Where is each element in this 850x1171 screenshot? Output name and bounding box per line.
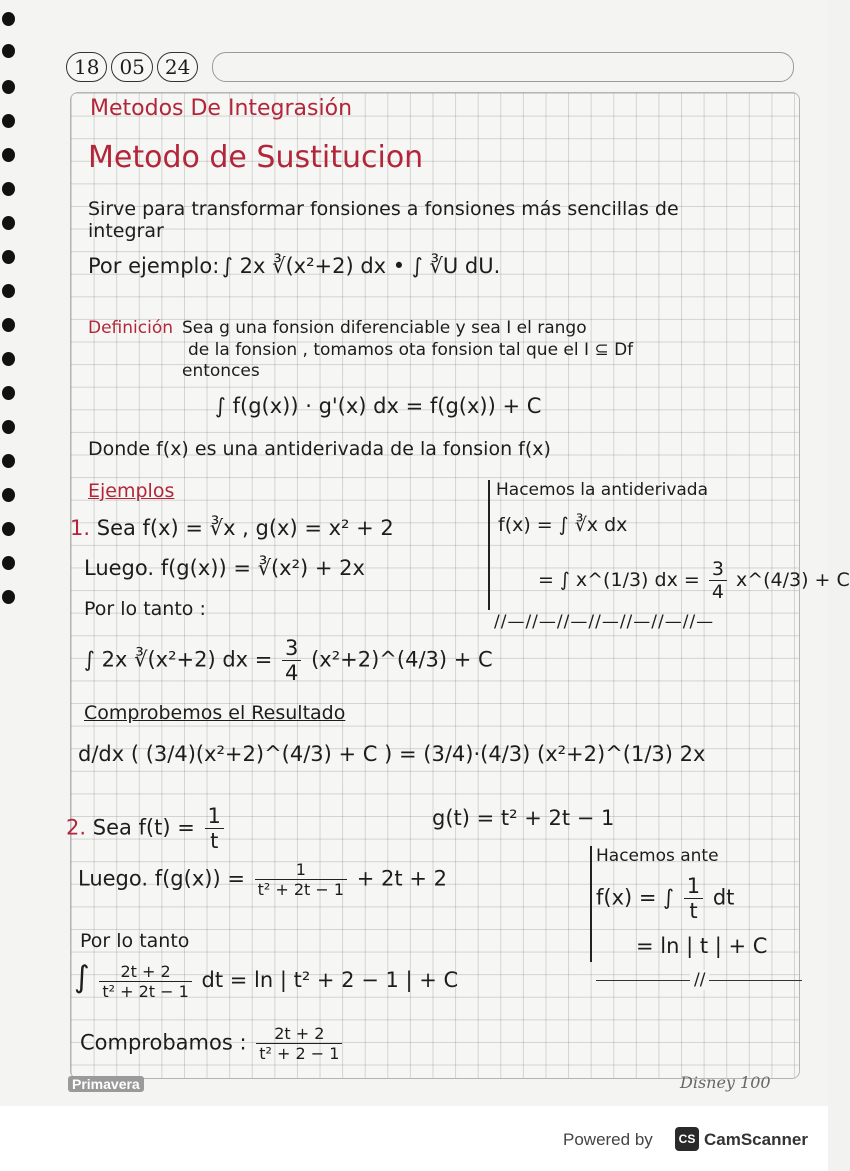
binding-hole	[2, 44, 15, 58]
example-1-check-rhs: (3/4)·(4/3) (x²+2)^(1/3) 2x	[423, 742, 706, 766]
definition-note: Donde f(x) es una antiderivada de la fonsion f(x)	[88, 438, 551, 460]
date-month: 05	[111, 52, 152, 82]
fraction-numerator: 2t + 2	[99, 962, 191, 982]
spiral-binding	[2, 0, 20, 1000]
example-label: Por ejemplo:	[88, 254, 220, 278]
examples-label: Ejemplos	[88, 480, 175, 502]
powered-by-text: Powered by	[563, 1130, 653, 1149]
binding-hole	[2, 284, 15, 298]
example-2-luego-fraction	[255, 860, 347, 899]
definition-line-2: de la fonsion , tomamos ota fonsion tal que el I ⊆ Df	[188, 340, 634, 360]
camscanner-name: CamScanner	[704, 1130, 808, 1149]
ex1-side-divider: //—//—//—//—//—//—//—	[494, 612, 715, 632]
ex2-side-line-2: = ln | t | + C	[636, 934, 768, 958]
example-math: ∫ 2x ∛(x²+2) dx • ∫ ∛U dU.	[222, 254, 501, 278]
fraction-numerator: 3	[709, 558, 727, 581]
binding-hole	[2, 216, 15, 230]
example-2-luego: Luego. f(g(x)) =	[78, 866, 245, 891]
date-year: 24	[157, 52, 198, 82]
binding-hole	[2, 488, 15, 502]
example-2-integral-rhs: dt = ln | t² + 2 − 1 | + C	[201, 968, 459, 992]
fraction-numerator: 1	[205, 804, 224, 829]
binding-hole	[2, 454, 15, 468]
binding-hole	[2, 114, 15, 128]
example-2-check-label: Comprobamos :	[80, 1030, 247, 1055]
ex1-side-line-1: f(x) = ∫ ∛x dx	[498, 514, 628, 536]
example-1-result-fraction	[282, 636, 301, 685]
side-work-divider	[590, 846, 592, 962]
ex2-side-line-1-end: dt	[712, 885, 735, 910]
example-2-g: g(t) = t² + 2t − 1	[432, 806, 615, 830]
ex1-side-line-2: = ∫ x^(1/3) dx =	[538, 569, 706, 591]
fraction-denominator: t² + 2t − 1	[102, 981, 189, 1001]
example-1-result-rhs: (x²+2)^(4/3) + C	[311, 647, 493, 672]
ex2-side-line-1: f(x) = ∫	[596, 885, 675, 910]
page-heading: Metodos De Integrasión	[90, 96, 353, 121]
definition-line-3: entonces	[182, 361, 260, 381]
ex2-side-divider: //	[690, 970, 709, 990]
binding-hole	[2, 250, 15, 264]
fraction-denominator: t	[210, 829, 219, 853]
integral-sign: ∫	[74, 960, 90, 995]
notebook-brand-logo: Primavera	[68, 1076, 144, 1092]
definition-line-1: Sea g una fonsion diferenciable y sea I el rango	[182, 318, 587, 338]
example-2-integral-fraction	[99, 962, 191, 1001]
fraction-denominator: 4	[285, 661, 299, 685]
ex1-side-fraction	[709, 558, 727, 603]
disney-100-logo: Disney 100	[680, 1073, 771, 1092]
binding-hole	[2, 420, 15, 434]
example-2-check-fraction	[256, 1024, 342, 1063]
example-2-sea-fraction	[205, 804, 224, 853]
example-1-luego: Luego. f(g(x)) = ∛(x²) + 2x	[84, 556, 365, 580]
example-1-sea: Sea f(x) = ∛x , g(x) = x² + 2	[96, 516, 394, 540]
binding-hole	[2, 590, 15, 604]
intro-line-2: integrar	[88, 220, 164, 242]
side-work-divider	[488, 480, 490, 610]
substitution-formula: ∫ f(g(x)) · g'(x) dx = f(g(x)) + C	[215, 394, 542, 418]
definition-label: Definición	[88, 318, 173, 338]
example-2-por-lo-tanto: Por lo tanto	[80, 930, 190, 952]
example-2-luego-tail: + 2t + 2	[356, 866, 447, 891]
fraction-numerator: 1	[684, 874, 703, 899]
example-2-number: 2.	[66, 815, 87, 840]
binding-hole	[2, 352, 15, 366]
section-title: Metodo de Sustitucion	[88, 140, 424, 175]
binding-hole	[2, 182, 15, 196]
fraction-numerator: 1	[255, 860, 347, 880]
fraction-denominator: t	[689, 899, 698, 923]
binding-hole	[2, 318, 15, 332]
binding-hole	[2, 80, 15, 94]
fraction-numerator: 3	[282, 636, 301, 661]
camscanner-logo-icon: CS	[675, 1127, 699, 1151]
title-strip	[212, 52, 794, 82]
date-day: 18	[66, 52, 107, 82]
example-1-result-lhs: ∫ 2x ∛(x²+2) dx =	[84, 647, 273, 672]
example-1-por-lo-tanto: Por lo tanto :	[84, 598, 206, 620]
example-1-check-lhs: d/dx ( (3/4)(x²+2)^(4/3) + C ) =	[78, 742, 417, 766]
fraction-numerator: 2t + 2	[256, 1024, 342, 1044]
binding-hole	[2, 522, 15, 536]
binding-hole	[2, 148, 15, 162]
fraction-denominator: t² + 2 − 1	[259, 1044, 340, 1063]
binding-hole	[2, 12, 15, 26]
ex1-side-line-2-end: x^(4/3) + C	[735, 569, 850, 591]
ex2-side-title: Hacemos ante	[596, 846, 719, 866]
example-1-check-title: Comprobemos el Resultado	[84, 702, 346, 724]
date-boxes	[66, 52, 198, 86]
ex2-side-fraction	[684, 874, 703, 923]
example-1-number: 1.	[70, 516, 91, 540]
binding-hole	[2, 556, 15, 570]
ex1-side-title: Hacemos la antiderivada	[496, 480, 709, 500]
binding-hole	[2, 386, 15, 400]
example-2-sea: Sea f(t) =	[92, 815, 195, 840]
fraction-denominator: t² + 2t − 1	[257, 880, 345, 899]
fraction-denominator: 4	[711, 581, 724, 603]
intro-line-1: Sirve para transformar fonsiones a fonsiones más sencillas de	[88, 198, 679, 220]
